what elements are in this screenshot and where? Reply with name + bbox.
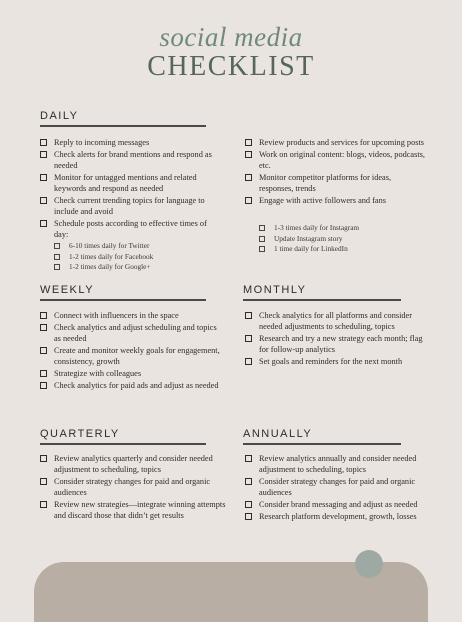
checklist-item-text: 1 time daily for LinkedIn bbox=[274, 244, 348, 253]
checkbox-icon[interactable] bbox=[40, 139, 47, 146]
checkbox-icon[interactable] bbox=[259, 225, 265, 231]
checklist-item-text: Research and try a new strategy each month; flag for follow-up analytics bbox=[259, 334, 423, 354]
checklist-item-text: Check analytics and adjust scheduling and topics as needed bbox=[54, 323, 217, 343]
checkbox-icon[interactable] bbox=[245, 139, 252, 146]
checkbox-icon[interactable] bbox=[245, 197, 252, 204]
checklist-item bbox=[245, 476, 427, 498]
checkbox-icon[interactable] bbox=[54, 254, 60, 260]
checklist-item-text: Consider strategy changes for paid and organic audiences bbox=[259, 477, 416, 497]
checklist-item bbox=[245, 310, 427, 332]
checklist-item-text: Reply to incoming messages bbox=[54, 138, 150, 147]
checklist-item bbox=[245, 333, 427, 355]
checklist-item bbox=[40, 310, 224, 321]
checklist-item-text: Engage with active followers and fans bbox=[259, 196, 386, 205]
quarterly-header bbox=[40, 428, 206, 445]
checkbox-icon[interactable] bbox=[245, 358, 252, 365]
checklist-item-text: Schedule posts according to effective times of day: bbox=[54, 219, 207, 239]
checkbox-icon[interactable] bbox=[40, 382, 47, 389]
checklist-item bbox=[40, 368, 224, 379]
checklist-item-text: Check current trending topics for language to include and avoid bbox=[54, 196, 205, 216]
daily-left-column bbox=[40, 136, 220, 273]
checklist-item bbox=[40, 453, 226, 475]
checklist-item-text: 1-2 times daily for Google+ bbox=[69, 262, 151, 271]
checklist-item bbox=[40, 499, 226, 521]
checklist-item bbox=[40, 149, 220, 171]
checklist-item-text: Research platform development, growth, losses bbox=[259, 512, 417, 521]
quarterly-list bbox=[40, 453, 226, 521]
quarterly-column bbox=[40, 452, 226, 521]
monthly-rule bbox=[243, 299, 401, 301]
checkbox-icon[interactable] bbox=[40, 501, 47, 508]
checklist-item bbox=[245, 172, 427, 194]
checkbox-icon[interactable] bbox=[40, 324, 47, 331]
weekly-rule bbox=[40, 299, 206, 301]
checklist-item-text: 1-3 times daily for Instagram bbox=[274, 223, 360, 232]
daily-left-list bbox=[40, 137, 220, 240]
checkbox-icon[interactable] bbox=[40, 478, 47, 485]
checklist-item bbox=[245, 356, 427, 367]
annually-heading: ANNUALLY bbox=[243, 428, 313, 440]
checkbox-icon[interactable] bbox=[40, 455, 47, 462]
checklist-item-text: Work on original content: blogs, videos, podcasts, etc. bbox=[259, 150, 425, 170]
monthly-header bbox=[243, 284, 401, 301]
checklist-item bbox=[40, 345, 224, 367]
weekly-heading: WEEKLY bbox=[40, 284, 95, 296]
daily-right-sublist bbox=[259, 223, 419, 255]
annually-list bbox=[245, 453, 427, 522]
checklist-item bbox=[259, 234, 419, 245]
daily-rule bbox=[40, 125, 206, 127]
checkbox-icon[interactable] bbox=[245, 335, 252, 342]
checklist-item-text: Review analytics quarterly and consider needed adjustment to scheduling, topics bbox=[54, 454, 213, 474]
weekly-column bbox=[40, 309, 224, 391]
checkbox-icon[interactable] bbox=[245, 174, 252, 181]
checkbox-icon[interactable] bbox=[40, 174, 47, 181]
checkbox-icon[interactable] bbox=[259, 236, 265, 242]
checklist-item-text: Review products and services for upcoming posts bbox=[259, 138, 424, 147]
checklist-item-text: Check analytics for all platforms and consider needed adjustments to scheduling, topics bbox=[259, 311, 412, 331]
checklist-item-text: Strategize with colleagues bbox=[54, 369, 142, 378]
weekly-list bbox=[40, 310, 224, 391]
page-title: CHECKLIST bbox=[147, 51, 315, 82]
checkbox-icon[interactable] bbox=[245, 478, 252, 485]
checklist-item-text: Create and monitor weekly goals for engagement, consistency, growth bbox=[54, 346, 220, 366]
monthly-list bbox=[245, 310, 427, 367]
checklist-item-text: Review new strategies—integrate winning attempts and discard those that didn’t get results bbox=[54, 500, 226, 520]
checklist-item-text: Connect with influencers in the space bbox=[54, 311, 179, 320]
annually-header bbox=[243, 428, 401, 445]
checklist-item bbox=[40, 172, 220, 194]
checklist-item-text: Monitor for untagged mentions and related keywords and respond as needed bbox=[54, 173, 197, 193]
checklist-item bbox=[259, 223, 419, 234]
checkbox-icon[interactable] bbox=[54, 264, 60, 270]
quarterly-rule bbox=[40, 443, 206, 445]
checklist-item-text: Check analytics for paid ads and adjust as needed bbox=[54, 381, 219, 390]
daily-right-column bbox=[245, 136, 427, 206]
checklist-item-text: Monitor competitor platforms for ideas, responses, trends bbox=[259, 173, 392, 193]
checklist-item-text: 6-10 times daily for Twitter bbox=[69, 241, 150, 250]
weekly-header bbox=[40, 284, 206, 301]
checklist-item bbox=[245, 149, 427, 171]
checkbox-icon[interactable] bbox=[54, 243, 60, 249]
daily-header bbox=[40, 110, 206, 127]
daily-right-sub-column bbox=[259, 222, 419, 255]
daily-right-list bbox=[245, 137, 427, 206]
checkbox-icon[interactable] bbox=[40, 220, 47, 227]
annually-rule bbox=[243, 443, 401, 445]
title-script: social media bbox=[159, 22, 303, 52]
checklist-item-text: Review analytics annually and consider needed adjustment to scheduling, topics bbox=[259, 454, 417, 474]
checklist-item bbox=[245, 499, 427, 510]
checkbox-icon[interactable] bbox=[40, 151, 47, 158]
checklist-item bbox=[40, 137, 220, 148]
quarterly-heading: QUARTERLY bbox=[40, 428, 120, 440]
annually-column bbox=[245, 452, 427, 522]
checklist-item bbox=[259, 244, 419, 255]
checkbox-icon[interactable] bbox=[40, 347, 47, 354]
checkbox-icon[interactable] bbox=[245, 312, 252, 319]
checklist-item bbox=[40, 476, 226, 498]
checklist-item-text: Set goals and reminders for the next month bbox=[259, 357, 403, 366]
daily-left-sublist bbox=[54, 241, 220, 273]
checklist-item-text: Consider brand messaging and adjust as needed bbox=[259, 500, 418, 509]
checklist-item-text: 1-2 times daily for Facebook bbox=[69, 251, 154, 261]
checkbox-icon[interactable] bbox=[245, 501, 252, 508]
checklist-item bbox=[54, 241, 220, 252]
monthly-column bbox=[245, 309, 427, 367]
checklist-item bbox=[40, 195, 220, 217]
daily-heading: DAILY bbox=[40, 110, 79, 122]
checkbox-icon[interactable] bbox=[245, 455, 252, 462]
checklist-item bbox=[54, 262, 220, 273]
decorative-circle bbox=[355, 550, 383, 578]
checkbox-icon[interactable] bbox=[245, 151, 252, 158]
checklist-item bbox=[40, 218, 220, 240]
checklist-item bbox=[40, 322, 224, 344]
checkbox-icon[interactable] bbox=[40, 197, 47, 204]
checkbox-icon[interactable] bbox=[40, 370, 47, 377]
checklist-item-text: Check alerts for brand mentions and respond as needed bbox=[54, 150, 212, 170]
monthly-heading: MONTHLY bbox=[243, 284, 307, 296]
checklist-item-text: Consider strategy changes for paid and organic audiences bbox=[54, 477, 211, 497]
checklist-item bbox=[245, 511, 427, 522]
checkbox-icon[interactable] bbox=[40, 312, 47, 319]
checkbox-icon[interactable] bbox=[259, 246, 265, 252]
checklist-item bbox=[54, 252, 220, 263]
checklist-item bbox=[40, 380, 224, 391]
checklist-item bbox=[245, 137, 427, 148]
checkbox-icon[interactable] bbox=[245, 513, 252, 520]
checklist-item bbox=[245, 195, 427, 206]
checklist-item-text: Update Instagram story bbox=[274, 233, 343, 243]
checklist-item bbox=[245, 453, 427, 475]
